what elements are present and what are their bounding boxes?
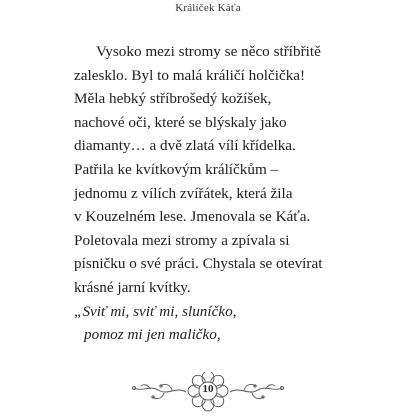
paragraph-line: nachové oči, které se blýskaly jako: [74, 113, 287, 131]
paragraph-line: Patřila ke kvítkovým králíčkům –: [74, 160, 279, 178]
paragraph-line: zalesklo. Byl to malá králičí holčička!: [74, 66, 306, 84]
poem-line: „Sviť mi, sviť mi, sluníčko,: [74, 302, 237, 320]
paragraph-line: v Kouzelném lese. Jmenovala se Káťa.: [74, 208, 311, 226]
paragraph-line: diamanty… a dvě zlatá vílí křídelka.: [74, 137, 296, 155]
paragraph-line: Poletovala mezi stromy a zpívala si: [74, 231, 290, 249]
paragraph-line: Měla hebký stříbrošedý kožíšek,: [74, 90, 272, 108]
paragraph-line: jednomu z vílích zvířátek, která žila: [74, 184, 293, 202]
page-number: 10: [202, 383, 214, 395]
paragraph-line: krásné jarní kvítky.: [74, 278, 191, 296]
paragraph-line: písničku o své práci. Chystala se otevírat: [74, 255, 323, 273]
paragraph-line: Vysoko mezi stromy se něco stříbřitě: [96, 43, 321, 60]
running-header: Králíček Káťa: [175, 2, 241, 14]
story-text: [74, 40, 374, 347]
poem-line: pomoz mi jen maličko,: [84, 326, 221, 344]
